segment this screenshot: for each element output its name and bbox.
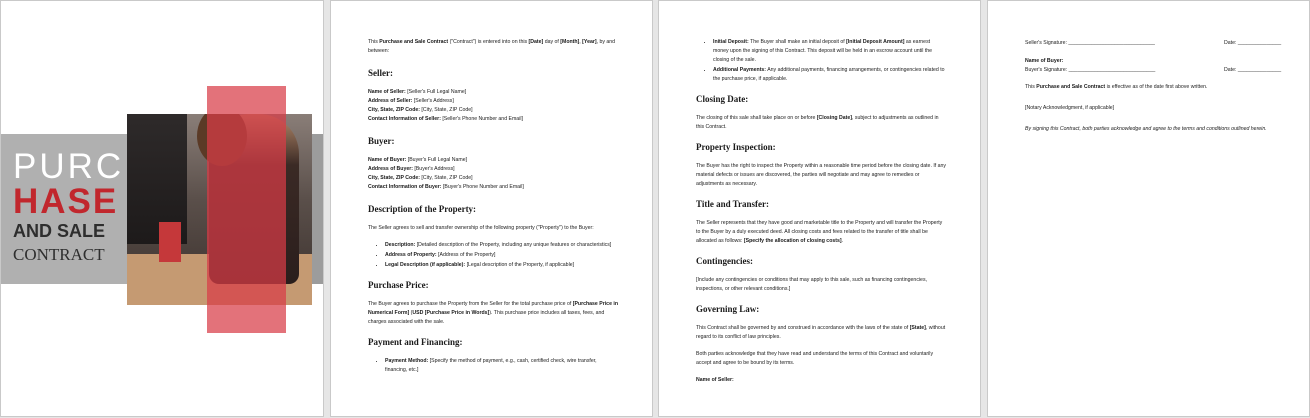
document-page-3 [658,0,981,417]
seller-date-label: Date: _______________ [1224,40,1282,46]
cover-title-line4: CONTRACT [13,245,105,264]
seller-signature-label: Seller's Signature: ______________________________ [1025,40,1155,46]
cover-title-line1: PURC [13,147,125,186]
title-text [696,219,946,246]
text-run: This Contract shall be governed by and construed in accordance with the laws of the state of [696,325,910,331]
text-run: This [1025,84,1037,90]
text-run: ("Contract") is entered into on this [448,39,529,45]
document-page-4 [987,0,1310,417]
text-run: The Buyer agrees to purchase the Property from the Seller for the total purchase price of [368,301,573,307]
inspection-heading: Property Inspection: [696,142,776,152]
text-run: The closing of this sale shall take place on or before [696,115,817,121]
cover-red-band [207,86,286,333]
price-heading: Purchase Price: [368,280,429,290]
name-of-buyer-label: Name of Buyer: [1025,58,1064,64]
text-run: , [579,39,583,45]
cover-title-line2: HASE [13,182,119,221]
buyer-heading: Buyer: [368,136,395,146]
bullet-item: • Initial Deposit: The Buyer shall make an initial deposit of [Initial Deposit Amount] as earnest money upon the signing of this Contract. This deposit will be held in an escrow account until the closing of the sale. [713,38,946,65]
text-run: day of [543,39,561,45]
cover-grey-strip [312,134,324,284]
detail-line: Address of Buyer: [Buyer's Address] [368,166,455,172]
text-run: [Date] [528,39,544,45]
payment-list [368,357,618,375]
text-run: ( [409,310,413,316]
property-list [368,241,618,270]
detail-line: Name of Seller: [Seller's Full Legal Name] [368,89,467,95]
law-text [696,324,946,342]
detail-line: City, State, ZIP Code: [City, State, ZIP Code] [368,175,473,181]
text-run: is effective as of the date first above written. [1105,84,1208,90]
bullet-item: • Payment Method: [Specify the method of payment, e.g., cash, certified check, wire transfer, financing, etc.] [385,357,618,375]
notary-text: [Notary Acknowledgment, if applicable] [1025,105,1115,111]
text-run: [Month] [560,39,580,45]
text-run: The Seller represents that they have good and marketable title to the Property and will transfer the Property to the Buyer by a duly executed deed. All closing costs and fees related to the transfer of title shall be allocated as follows: [696,220,943,244]
text-run: . [841,238,844,244]
text-run: , subject to adjustments as outlined in this Contract. [696,115,939,130]
detail-line: Address of Seller: [Seller's Address] [368,98,454,104]
document-page-2 [330,0,653,417]
text-run: , without regard to its conflict of law principles. [696,325,946,340]
property-heading: Description of the Property: [368,204,477,214]
bullet-item: • Additional Payments: Any additional payments, financing arrangements, or contingencies related to the purchase price, if applicable. [713,66,946,84]
text-run: [Specify the allocation of closing costs] [743,238,842,244]
name-of-seller-label: Name of Seller: [696,377,734,383]
buyer-date-label: Date: _______________ [1224,67,1282,73]
detail-line: City, State, ZIP Code: [City, State, ZIP Code] [368,107,473,113]
cover-title-line3: AND SALE [13,221,106,241]
buyer-signature-label: Buyer's Signature: ______________________________ [1025,67,1156,73]
seller-heading: Seller: [368,68,393,78]
text-run: Purchase and Sale Contract [379,39,449,45]
buyer-signature-line [1025,66,1285,75]
text-run: Purchase and Sale Contract [1036,84,1106,90]
bullet-item: • Address of Property: [Address of the Property] [385,251,618,260]
detail-line: Contact Information of Buyer: [Buyer's Phone Number and Email] [368,184,524,190]
text-run: This [368,39,380,45]
text-run: ). This purchase price includes all taxes, fees, and charges associated with the sale. [368,310,605,325]
text-run: , by and between: [368,39,616,54]
title-heading: Title and Transfer: [696,199,770,209]
payment-heading: Payment and Financing: [368,337,463,347]
closing-statement: By signing this Contract, both parties acknowledge and agree to the terms and conditions outlined herein. [1025,126,1267,132]
shopping-bag [159,222,181,262]
payment-list-continued [696,38,946,84]
contingencies-text: [Include any contingencies or conditions that may apply to this sale, such as financing contingencies, inspections, or other relevant conditions.] [696,277,927,292]
bullet-item: • Description: [Detailed description of the Property, including any unique features or characteristics] [385,241,618,250]
text-run: [Closing Date] [816,115,852,121]
detail-line: Name of Buyer: [Buyer's Full Legal Name] [368,157,468,163]
text-run: [State] [909,325,926,331]
detail-line: Contact Information of Seller: [Seller's Phone Number and Email] [368,116,523,122]
agreement-text: Both parties acknowledge that they have read and understand the terms of this Contract and voluntarily accept and agree to be bound by its terms. [696,351,934,366]
cover-page [0,0,324,417]
buyer-details [368,156,618,192]
closing-heading: Closing Date: [696,94,749,104]
seller-signature-line [1025,39,1285,48]
contingencies-heading: Contingencies: [696,256,753,266]
inspection-text: The Buyer has the right to inspect the Property within a reasonable time period before the closing date. If any material defects or issues are discovered, the parties will negotiate and may agree to remedies or adjustments as necessary. [696,163,947,187]
text-run: [Year] [582,39,597,45]
law-heading: Governing Law: [696,304,760,314]
text-run: [Purchase Price in Numerical Form] [368,301,619,316]
seller-details [368,88,618,124]
intro-paragraph [368,38,618,56]
bullet-item: • Legal Description (if applicable): [Legal description of the Property, if applicable] [385,261,618,270]
closing-text [696,114,946,132]
effective-text [1025,83,1285,92]
text-run: USD [Purchase Price in Words] [412,310,490,316]
price-text [368,300,618,327]
property-text: The Seller agrees to sell and transfer ownership of the following property ("Property") to the Buyer: [368,225,594,231]
